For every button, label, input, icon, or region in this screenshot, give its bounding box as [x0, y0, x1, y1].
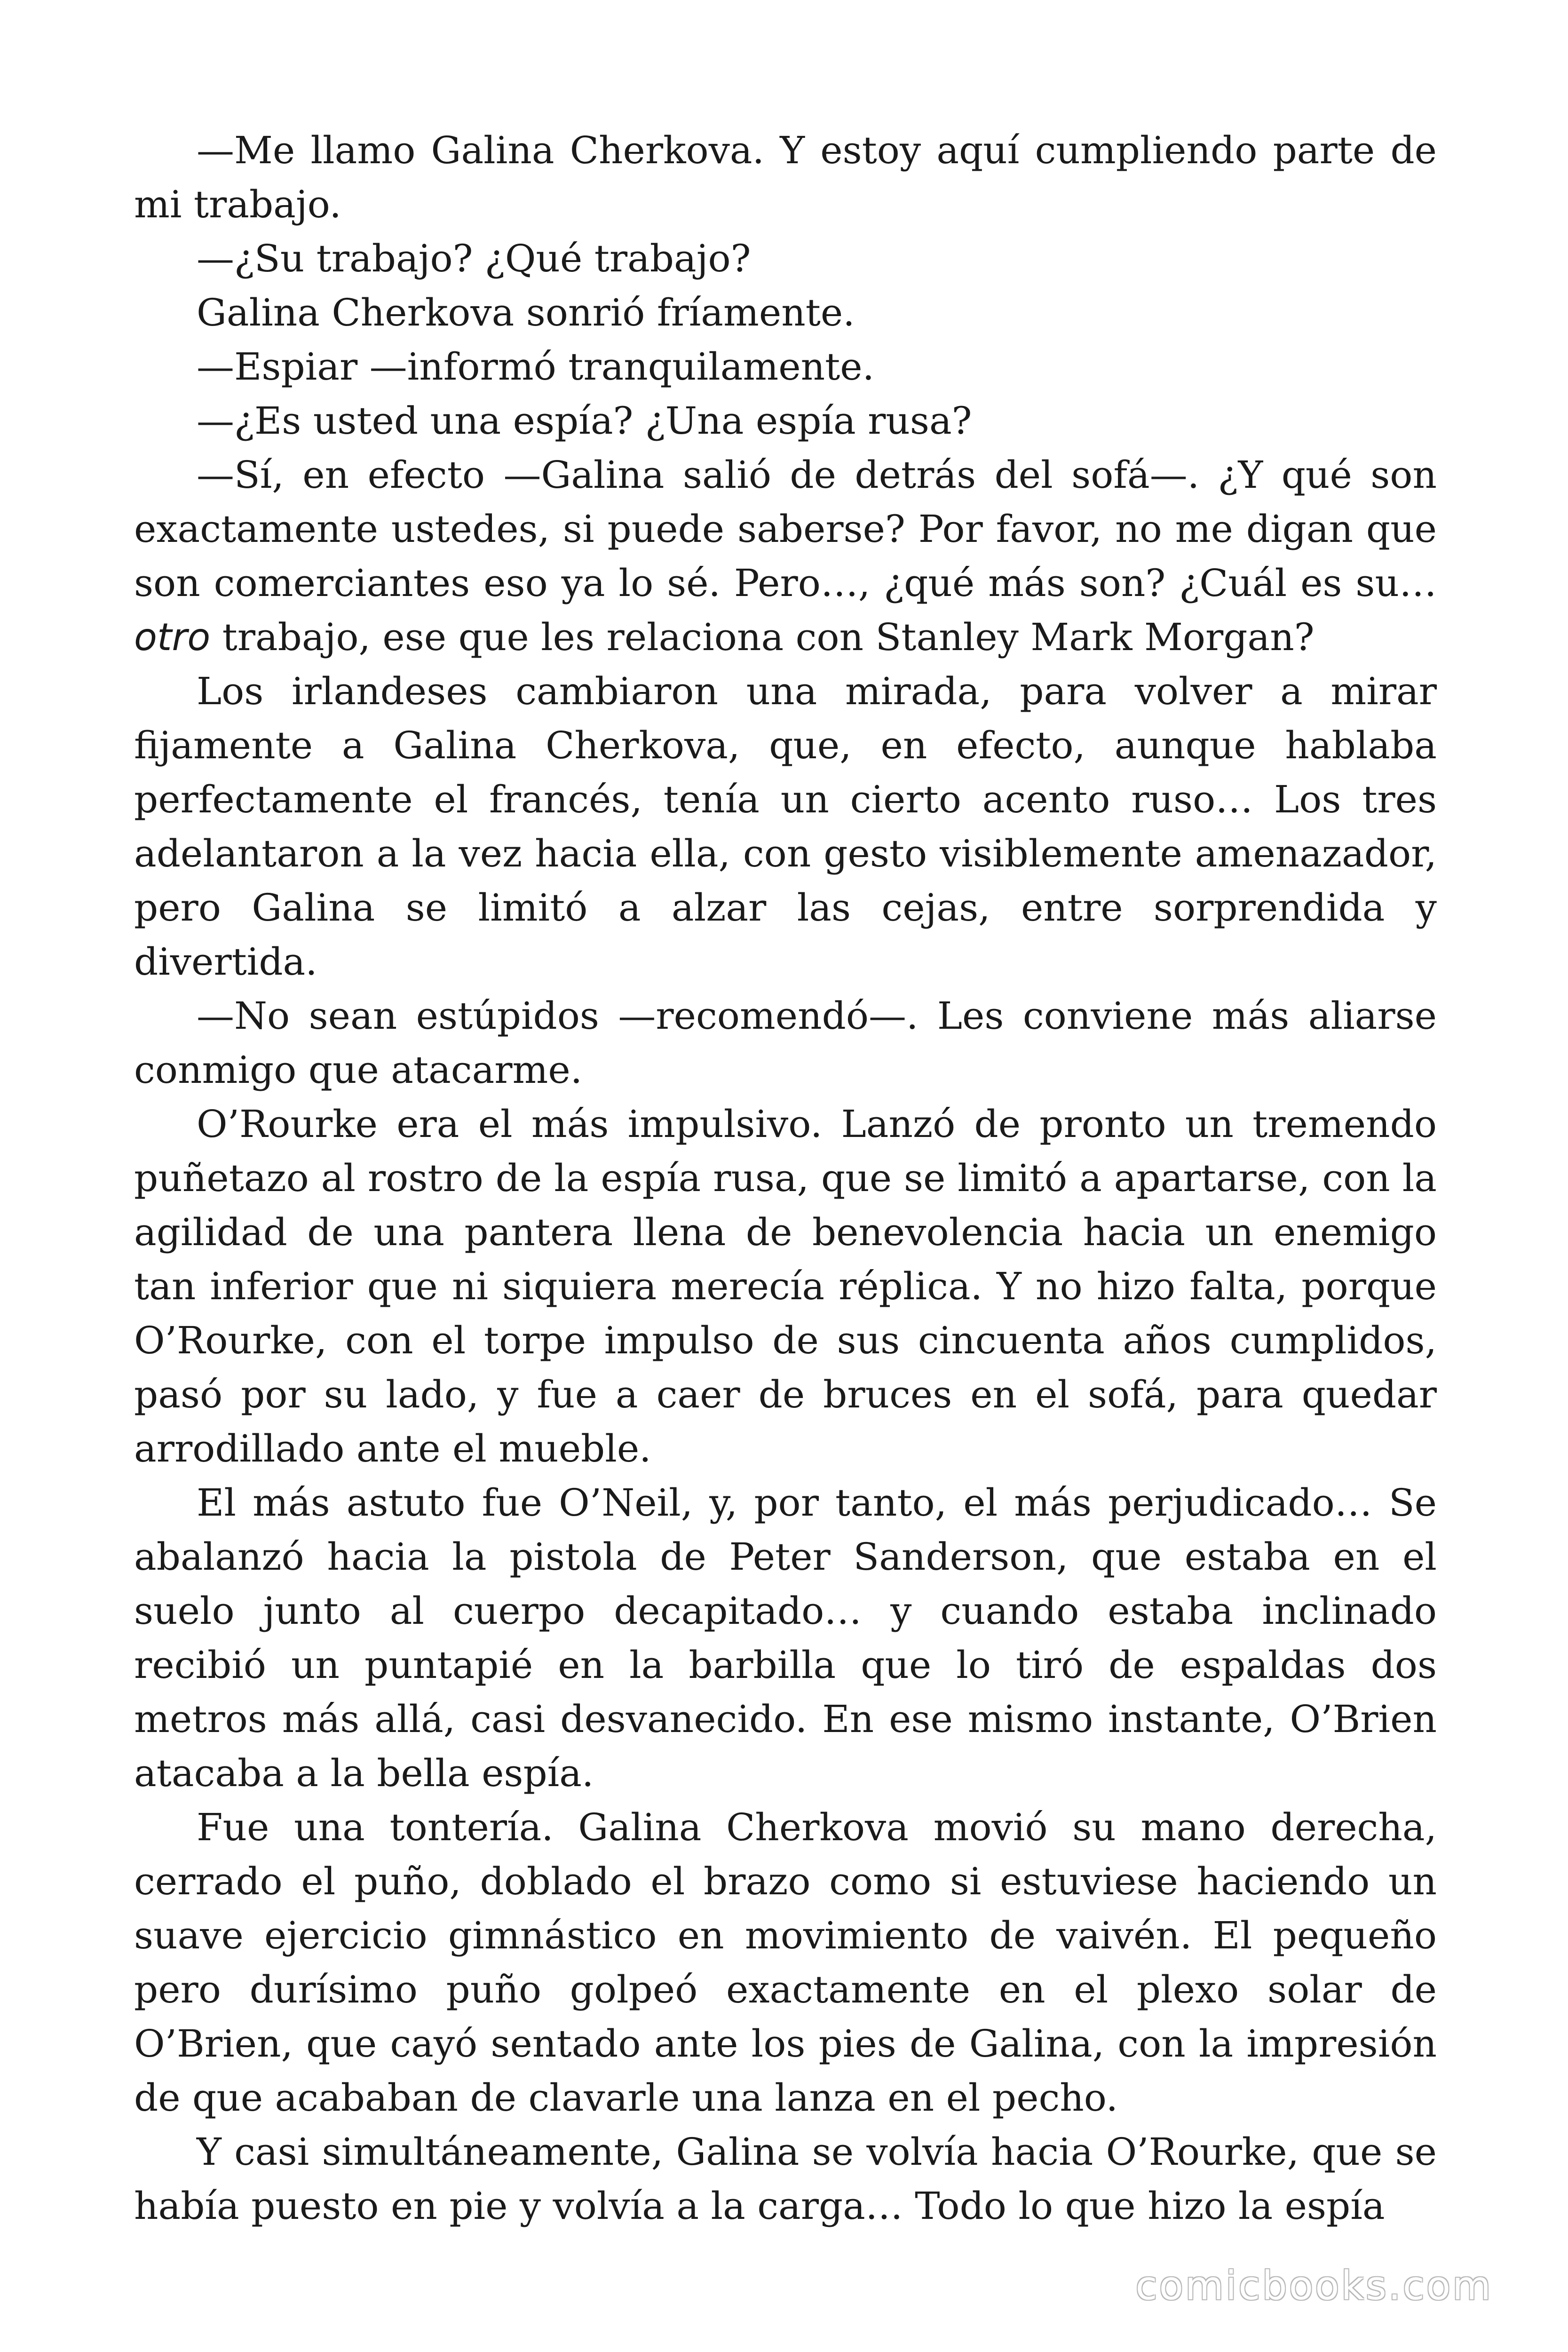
watermark: comicbooks.com [1135, 2263, 1493, 2309]
paragraph-7: Los irlandeses cambiaron una mirada, para volver a mirar fijamente a Galina Cherkova, que, en efecto, aunque hablaba perfectamente el francés, tenía un cierto acento ruso… Los tres adelantaron a la vez hacia ella, con gesto visiblemente amenazador, pero Galina se limitó a alzar las cejas, entre sorprendida y divertida. [134, 669, 1437, 984]
book-page-text [134, 123, 1437, 2233]
paragraph-5: —¿Es usted una espía? ¿Una espía rusa? [197, 399, 972, 443]
paragraph-2: —¿Su trabajo? ¿Qué trabajo? [197, 237, 751, 280]
paragraph-6-after: trabajo, ese que les relaciona con Stanley Mark Morgan? [210, 615, 1315, 659]
paragraph-6-italic-word: otro [134, 615, 211, 659]
paragraph-6 [134, 448, 1437, 664]
paragraph-6-before: —Sí, en efecto —Galina salió de detrás del sofá—. ¿Y qué son exactamente ustedes, si puede saberse? Por favor, no me digan que son comerciantes eso ya lo sé. Pero…, ¿qué más son? ¿Cuál es su… [134, 453, 1437, 605]
paragraph-8: —No sean estúpidos —recomendó—. Les conviene más aliarse conmigo que atacarme. [134, 994, 1437, 1092]
paragraph-11: Fue una tontería. Galina Cherkova movió su mano derecha, cerrado el puño, doblado el brazo como si estuviese haciendo un suave ejercicio gimnástico en movimiento de vaivén. El pequeño pero durísimo puño golpeó exactamente en el plexo solar de O’Brien, que cayó sentado ante los pies de Galina, con la impresión de que acababan de clavarle una lanza en el pecho. [134, 1805, 1437, 2120]
paragraph-9: O’Rourke era el más impulsivo. Lanzó de pronto un tremendo puñetazo al rostro de la espía rusa, que se limitó a apartarse, con la agilidad de una pantera llena de benevolencia hacia un enemigo tan inferior que ni siquiera merecía réplica. Y no hizo falta, porque O’Rourke, con el torpe impulso de sus cincuenta años cumplidos, pasó por su lado, y fue a caer de bruces en el sofá, para quedar arrodillado ante el mueble. [134, 1102, 1437, 1470]
paragraph-4: —Espiar —informó tranquilamente. [197, 345, 875, 389]
paragraph-3: Galina Cherkova sonrió fríamente. [197, 291, 855, 334]
paragraph-1: —Me llamo Galina Cherkova. Y estoy aquí cumpliendo parte de mi trabajo. [134, 128, 1437, 226]
paragraph-12: Y casi simultáneamente, Galina se volvía hacia O’Rourke, que se había puesto en pie y volvía a la carga… Todo lo que hizo la espía [134, 2130, 1437, 2228]
paragraph-10: El más astuto fue O’Neil, y, por tanto, el más perjudicado… Se abalanzó hacia la pistola de Peter Sanderson, que estaba en el suelo junto al cuerpo decapitado… y cuando estaba inclinado recibió un puntapié en la barbilla que lo tiró de espaldas dos metros más allá, casi desvanecido. En ese mismo instante, O’Brien atacaba a la bella espía. [134, 1481, 1437, 1795]
